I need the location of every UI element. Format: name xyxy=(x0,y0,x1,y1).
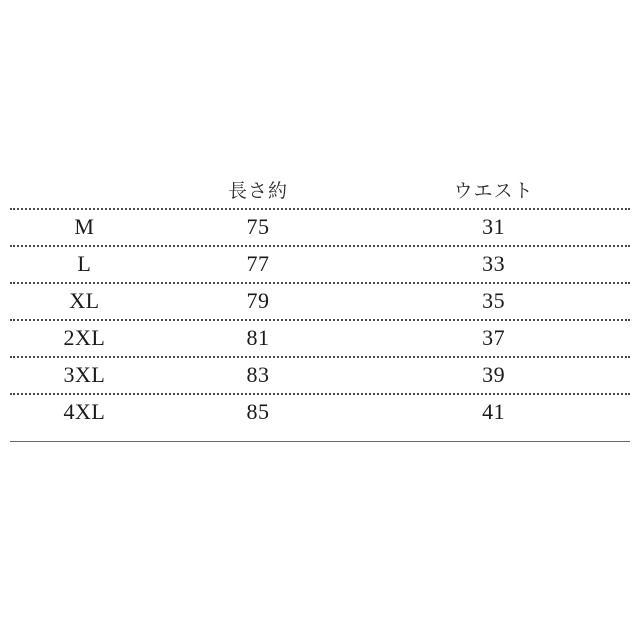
cell-size: 3XL xyxy=(63,361,106,387)
table-row xyxy=(10,208,630,245)
cell-waist: 37 xyxy=(482,324,506,350)
table-row xyxy=(10,393,630,430)
cell-length: 81 xyxy=(246,324,270,350)
cell-length: 83 xyxy=(246,361,270,387)
cell-waist: 31 xyxy=(482,213,506,239)
table-row xyxy=(10,319,630,356)
cell-length: 75 xyxy=(246,213,270,239)
cell-size: 2XL xyxy=(63,324,106,350)
cell-length: 77 xyxy=(246,250,270,276)
cell-waist: 39 xyxy=(482,361,506,387)
table-row xyxy=(10,245,630,282)
rule-bottom xyxy=(10,441,630,442)
cell-waist: 41 xyxy=(482,398,506,424)
size-table xyxy=(10,170,630,430)
cell-length: 85 xyxy=(246,398,270,424)
cell-size: XL xyxy=(69,287,100,313)
cell-size: M xyxy=(74,213,95,239)
table-row xyxy=(10,282,630,319)
cell-waist: 33 xyxy=(482,250,506,276)
table-header-row xyxy=(10,170,630,208)
table-row xyxy=(10,356,630,393)
header-length: 長さ約 xyxy=(227,179,288,202)
cell-size: L xyxy=(77,250,92,276)
header-waist: ウエスト xyxy=(453,179,534,202)
header-size xyxy=(10,170,159,208)
cell-size: 4XL xyxy=(63,398,106,424)
cell-waist: 35 xyxy=(482,287,506,313)
cell-length: 79 xyxy=(246,287,270,313)
